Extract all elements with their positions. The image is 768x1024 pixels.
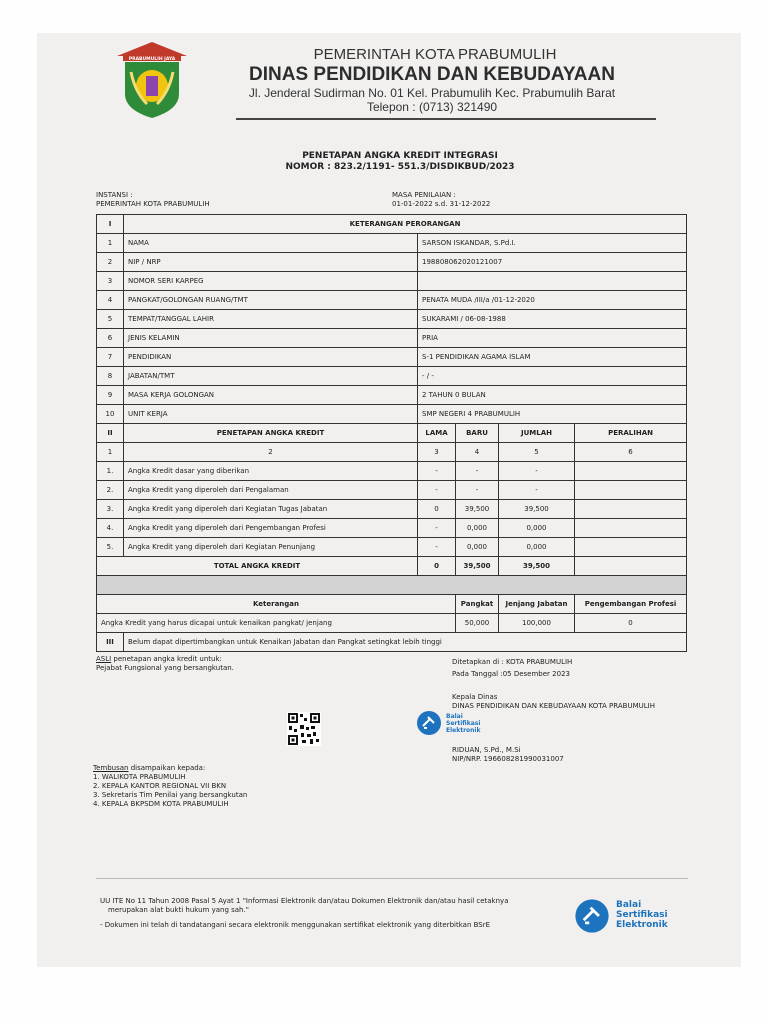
- section2-header-row: [97, 424, 687, 443]
- footer-line2: merupakan alat bukti hukum yang sah.": [108, 906, 249, 914]
- row-value: SARSON ISKANDAR, S.Pd.I.: [418, 234, 687, 253]
- idx-cell: 2: [124, 443, 418, 462]
- kop-address: Jl. Jenderal Sudirman No. 01 Kel. Prabumulih Kec. Prabumulih Barat: [248, 86, 616, 100]
- keterangan-row-label: Angka Kredit yang harus dicapai untuk kenaikan pangkat/ jenjang: [97, 614, 456, 633]
- masa-penilaian-block: [392, 191, 490, 209]
- row-no: 4: [97, 291, 124, 310]
- row-value: S-1 PENDIDIKAN AGAMA ISLAM: [418, 348, 687, 367]
- jumlah-cell: 0,000: [499, 538, 575, 557]
- asli-word: ASLI: [96, 655, 112, 663]
- row-no: 9: [97, 386, 124, 405]
- table-row: [97, 405, 687, 424]
- row-no: 7: [97, 348, 124, 367]
- section1-num: I: [97, 215, 124, 234]
- col-baru: BARU: [456, 424, 499, 443]
- row-no: 10: [97, 405, 124, 424]
- total-peralihan: [575, 557, 687, 576]
- bsre-large-text: [616, 900, 668, 930]
- list-item: 1. WALIKOTA PRABUMULIH: [93, 773, 186, 781]
- peralihan-cell: [575, 538, 687, 557]
- keterangan-heading: Keterangan: [97, 595, 456, 614]
- qr-code-icon: [287, 712, 321, 746]
- pangkat-value: 50,000: [456, 614, 499, 633]
- table-row: [97, 329, 687, 348]
- row-no: 8: [97, 367, 124, 386]
- row-no: 3.: [97, 500, 124, 519]
- table-row: [97, 310, 687, 329]
- peralihan-cell: [575, 519, 687, 538]
- row-value: SUKARAMI / 06-08-1988: [418, 310, 687, 329]
- row-label: UNIT KERJA: [124, 405, 418, 424]
- row-value: [418, 272, 687, 291]
- jumlah-cell: -: [499, 462, 575, 481]
- col-peralihan: PERALIHAN: [575, 424, 687, 443]
- bsre-seal-icon: [416, 710, 442, 736]
- bsre-line1: Balai: [446, 713, 463, 720]
- row-no: 5: [97, 310, 124, 329]
- bsre-line3: Elektronik: [446, 727, 481, 734]
- signature-place-date: [452, 658, 572, 679]
- instansi-label: INSTANSI :: [96, 191, 133, 199]
- list-item: 2. KEPALA KANTOR REGIONAL VII BKN: [93, 782, 227, 790]
- document-title: [240, 151, 560, 173]
- keterangan-header-row: [97, 595, 687, 614]
- masa-label: MASA PENILAIAN :: [392, 191, 456, 199]
- instansi-value: PEMERINTAH KOTA PRABUMULIH: [96, 200, 210, 208]
- masa-value: 01-01-2022 s.d. 31-12-2022: [392, 200, 491, 208]
- footer-divider: [96, 878, 688, 879]
- peralihan-cell: [575, 500, 687, 519]
- pengembangan-value: 0: [575, 614, 687, 633]
- row-label: PANGKAT/GOLONGAN RUANG/TMT: [124, 291, 418, 310]
- asli-line2: Pejabat Fungsional yang bersangkutan.: [96, 664, 234, 672]
- tanggal-text: Pada Tanggal :05 Desember 2023: [452, 670, 570, 678]
- logo-text: PRABUMULIH JAYA: [128, 57, 176, 62]
- section2-num: II: [97, 424, 124, 443]
- baru-cell: -: [456, 481, 499, 500]
- jumlah-cell: 39,500: [499, 500, 575, 519]
- signatory-agency: DINAS PENDIDIKAN DAN KEBUDAYAAN KOTA PRABUMULIH: [452, 702, 655, 710]
- tembusan-rest: disampaikan kepada:: [128, 764, 206, 772]
- row-label: NAMA: [124, 234, 418, 253]
- row-value: PRIA: [418, 329, 687, 348]
- section1-header-row: [97, 215, 687, 234]
- col-lama: LAMA: [418, 424, 456, 443]
- jumlah-cell: -: [499, 481, 575, 500]
- row-value: 198808062020121007: [418, 253, 687, 272]
- tembusan-block: [93, 764, 247, 809]
- table-row: [97, 291, 687, 310]
- title-number: NOMOR : 823.2/1191- 551.3/DISDIKBUD/2023: [285, 162, 515, 172]
- table-row: [97, 500, 687, 519]
- row-no: 2: [97, 253, 124, 272]
- ditetapkan-text: Ditetapkan di : KOTA PRABUMULIH: [452, 658, 573, 666]
- row-no: 1.: [97, 462, 124, 481]
- table-row: [97, 253, 687, 272]
- row-no: 5.: [97, 538, 124, 557]
- gray-spacer-row: [97, 576, 687, 595]
- row-value: 2 TAHUN 0 BULAN: [418, 386, 687, 405]
- table-row: [97, 519, 687, 538]
- idx-cell: 5: [499, 443, 575, 462]
- city-emblem-icon: [117, 42, 187, 118]
- section3-row: [97, 633, 687, 652]
- section3-text: Belum dapat dipertimbangkan untuk Kenaikan Jabatan dan Pangkat setingkat lebih tinggi: [124, 633, 687, 652]
- instansi-block: [96, 191, 210, 209]
- idx-cell: 6: [575, 443, 687, 462]
- idx-cell: 1: [97, 443, 124, 462]
- row-label: NOMOR SERI KARPEG: [124, 272, 418, 291]
- table-row: [97, 234, 687, 253]
- row-value: PENATA MUDA /III/a /01-12-2020: [418, 291, 687, 310]
- row-label: Angka Kredit dasar yang diberikan: [124, 462, 418, 481]
- bsre-small-text: [446, 713, 480, 734]
- row-no: 2.: [97, 481, 124, 500]
- row-no: 3: [97, 272, 124, 291]
- row-label: Angka Kredit yang diperoleh dari Kegiatan Tugas Jabatan: [124, 500, 418, 519]
- col-pangkat: Pangkat: [456, 595, 499, 614]
- section2-heading: PENETAPAN ANGKA KREDIT: [124, 424, 418, 443]
- row-label: Angka Kredit yang diperoleh dari Kegiatan Penunjang: [124, 538, 418, 557]
- total-row: [97, 557, 687, 576]
- asli-note: [96, 655, 234, 673]
- bsre-line3: Elektronik: [616, 920, 668, 930]
- signatory-nip: NIP/NRP. 196608281990031007: [452, 755, 564, 763]
- asli-rest: penetapan angka kredit untuk:: [111, 655, 222, 663]
- lama-cell: -: [418, 462, 456, 481]
- footer-line1: UU ITE No 11 Tahun 2008 Pasal 5 Ayat 1 "Informasi Elektronik dan/atau Dokumen Elektronik dan/atau hasil cetaknya: [100, 897, 509, 905]
- lama-cell: -: [418, 538, 456, 557]
- lama-cell: 0: [418, 500, 456, 519]
- table-row: [97, 538, 687, 557]
- column-index-row: [97, 443, 687, 462]
- baru-cell: 0,000: [456, 538, 499, 557]
- idx-cell: 3: [418, 443, 456, 462]
- total-jumlah: 39,500: [499, 557, 575, 576]
- peralihan-cell: [575, 462, 687, 481]
- table-row: [97, 462, 687, 481]
- bsre-line2: Sertifikasi: [616, 910, 668, 920]
- row-label: Angka Kredit yang diperoleh dari Pengalaman: [124, 481, 418, 500]
- row-value: SMP NEGERI 4 PRABUMULIH: [418, 405, 687, 424]
- row-value: - / -: [418, 367, 687, 386]
- total-lama: 0: [418, 557, 456, 576]
- table-row: [97, 348, 687, 367]
- table-row: [97, 386, 687, 405]
- credit-table: [96, 214, 687, 652]
- lama-cell: -: [418, 519, 456, 538]
- kop-agency: DINAS PENDIDIKAN DAN KEBUDAYAAN: [249, 64, 615, 85]
- idx-cell: 4: [456, 443, 499, 462]
- jenjang-value: 100,000: [499, 614, 575, 633]
- table-row: [97, 367, 687, 386]
- col-jumlah: JUMLAH: [499, 424, 575, 443]
- row-label: JENIS KELAMIN: [124, 329, 418, 348]
- kop-government: PEMERINTAH KOTA PRABUMULIH: [313, 46, 557, 63]
- section3-num: III: [97, 633, 124, 652]
- title-main: PENETAPAN ANGKA KREDIT INTEGRASI: [302, 151, 498, 161]
- total-baru: 39,500: [456, 557, 499, 576]
- peralihan-cell: [575, 481, 687, 500]
- tembusan-word: Tembusan: [93, 764, 129, 772]
- bsre-line1: Balai: [616, 900, 642, 910]
- row-label: MASA KERJA GOLONGAN: [124, 386, 418, 405]
- signatory-name-block: [452, 746, 564, 764]
- baru-cell: 0,000: [456, 519, 499, 538]
- list-item: 4. KEPALA BKPSDM KOTA PRABUMULIH: [93, 800, 229, 808]
- signatory-title: [452, 693, 655, 711]
- kop-phone: Telepon : (0713) 321490: [366, 100, 498, 114]
- header-divider: [236, 118, 656, 120]
- col-jenjang: Jenjang Jabatan: [499, 595, 575, 614]
- list-item: 3. Sekretaris Tim Penilai yang bersangkutan: [93, 791, 248, 799]
- footer-line3: - Dokumen ini telah di tandatangani secara elektronik menggunakan sertifikat elektronik yang diterbitkan BSrE: [100, 921, 491, 929]
- col-pengembangan: Pengembangan Profesi: [575, 595, 687, 614]
- row-no: 4.: [97, 519, 124, 538]
- signatory-name: RIDUAN, S.Pd., M.Si: [452, 746, 521, 754]
- row-label: TEMPAT/TANGGAL LAHIR: [124, 310, 418, 329]
- baru-cell: 39,500: [456, 500, 499, 519]
- total-label: TOTAL ANGKA KREDIT: [97, 557, 418, 576]
- kepala-text: Kepala Dinas: [452, 693, 498, 701]
- row-label: NIP / NRP: [124, 253, 418, 272]
- row-no: 6: [97, 329, 124, 348]
- jumlah-cell: 0,000: [499, 519, 575, 538]
- row-label: JABATAN/TMT: [124, 367, 418, 386]
- row-no: 1: [97, 234, 124, 253]
- keterangan-value-row: [97, 614, 687, 633]
- section1-heading: KETERANGAN PERORANGAN: [124, 215, 687, 234]
- row-label: Angka Kredit yang diperoleh dari Pengembangan Profesi: [124, 519, 418, 538]
- table-row: [97, 272, 687, 291]
- bsre-seal-icon: [574, 898, 610, 934]
- footer-note: [100, 897, 560, 930]
- lama-cell: -: [418, 481, 456, 500]
- bsre-line2: Sertifikasi: [446, 720, 481, 727]
- row-label: PENDIDIKAN: [124, 348, 418, 367]
- table-row: [97, 481, 687, 500]
- baru-cell: -: [456, 462, 499, 481]
